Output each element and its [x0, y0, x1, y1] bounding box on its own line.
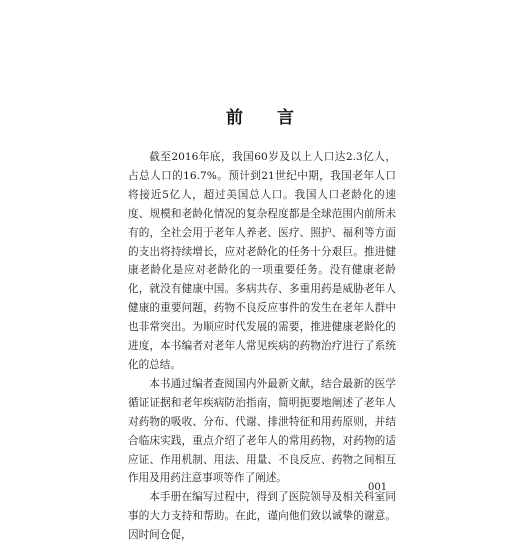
page-title: 前 言 — [226, 108, 308, 128]
paragraph-3: 本手册在编写过程中，得到了医院领导及相关科室同事的大力支持和帮助。在此，谨向他们致以诚挚的谢意。因时间仓促， — [128, 491, 396, 542]
paragraph-1: 截至2016年底，我国60岁及以上人口达2.3亿人，占总人口的16.7%。预计到21世纪中期，我国老年人口将接近5亿人，超过美国总人口。我国人口老龄化的速度、规模和老龄化情况的复杂程度都是全球范围内前所未有的，全社会用于老年人养老、医疗、照护、福利等方面的支出将持续增长，应对老龄化的任务十分艰巨。推进健康老龄化是应对老龄化的一项重要任务。没有健康老龄化，就没有健康中国。多病共存、多重用药是威胁老年人健康的重要问题，药物不良反应事件的发生在老年人群中也非常突出。为顺应时代发展的需要，推进健康老龄化的进度，本书编者对老年人常见疾病的药物治疗进行了系统化的总结。 — [128, 151, 396, 371]
page-number: 001 — [368, 482, 388, 493]
preface-body — [128, 148, 396, 545]
paragraph-2: 本书通过编者查阅国内外最新文献，结合最新的医学循证证据和老年疾病防治指南，简明扼要地阐述了老年人对药物的吸收、分布、代谢、排泄特征和用药原则，并结合临床实践，重点介绍了老年人的常用药物，对药物的适应证、作用机制、用法、用量、不良反应、药物之间相互作用及用药注意事项等作了阐述。 — [128, 377, 396, 485]
